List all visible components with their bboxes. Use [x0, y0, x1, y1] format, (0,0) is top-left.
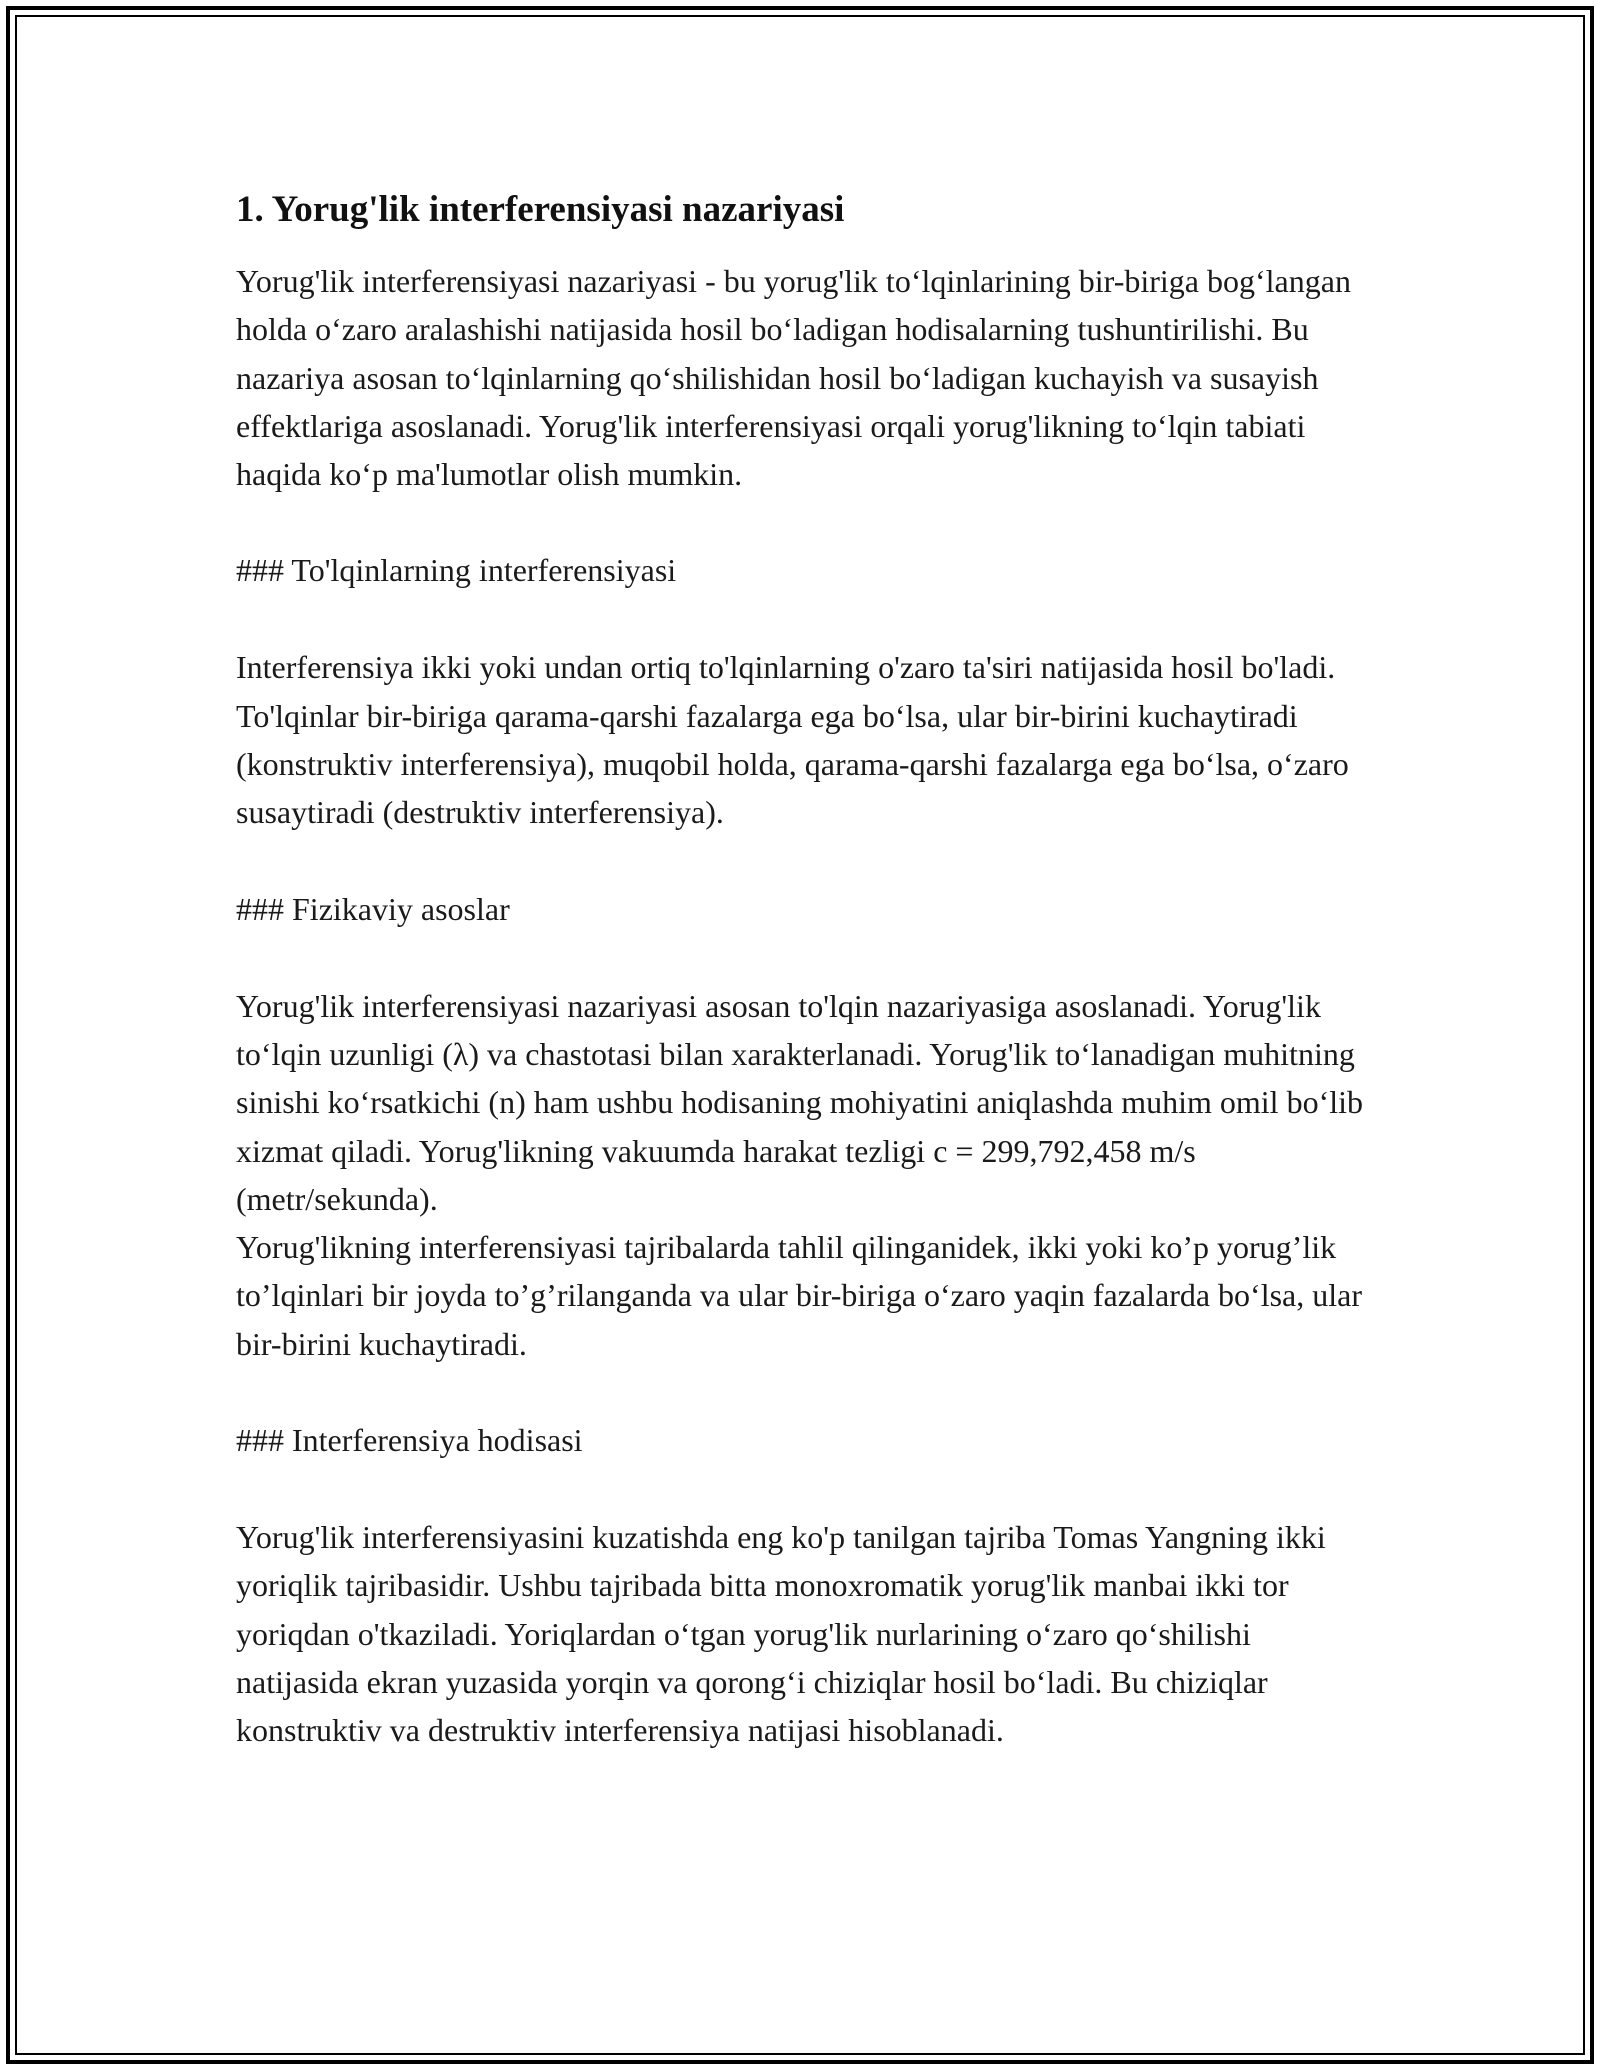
section-heading-waves: ### To'lqinlarning interferensiyasi: [236, 552, 677, 589]
document-body: [236, 186, 1376, 1755]
section-text-physics-continued: Yorug'likning interferensiyasi tajribalarda tahlil qilinganidek, ikki yoki ko’p yorug’lik to’lqinlari bir joyda to’g’rilanganda va ular bir-biriga o‘zaro yaqin fazalarda bo‘lsa, ular bir-birini kuchaytiradi.: [236, 1229, 1362, 1362]
section-text-physics: Yorug'lik interferensiyasi nazariyasi asosan to'lqin nazariyasiga asoslanadi. Yorug'lik to‘lqin uzunligi (λ) va chastotasi bilan xarakterlanadi. Yorug'lik to‘lanadigan muhitning sinishi ko‘rsatkichi (n) ham ushbu hodisaning mohiyatini aniqlashda muhim omil bo‘lib xizmat qiladi. Yorug'likning vakuumda harakat tezligi c = 299,792,458 m/s (metr/sekunda).: [236, 987, 1363, 1217]
section-heading-physics: ### Fizikaviy asoslar: [236, 890, 510, 927]
section-heading-phenomenon: ### Interferensiya hodisasi: [236, 1422, 583, 1459]
intro-paragraph: Yorug'lik interferensiyasi nazariyasi - bu yorug'lik to‘lqinlarining bir-biriga bog‘langan holda o‘zaro aralashishi natijasida hosil bo‘ladigan hodisalarning tushuntirilishi. Bu nazariya asosan to‘lqinlarning qo‘shilishidan hosil bo‘ladigan kuchayish va susayish effektlariga asoslanadi. Yorug'lik interferensiyasi orqali yorug'likning to‘lqin tabiati haqida ko‘p ma'lumotlar olish mumkin.: [236, 263, 1351, 493]
section-text-phenomenon: Yorug'lik interferensiyasini kuzatishda eng ko'p tanilgan tajriba Tomas Yangning ikki yoriqlik tajribasidir. Ushbu tajribada bitta monoxromatik yorug'lik manbai ikki tor yoriqdan o'tkaziladi. Yoriqlardan o‘tgan yorug'lik nurlarining o‘zaro qo‘shilishi natijasida ekran yuzasida yorqin va qorong‘i chiziqlar hosil bo‘ladi. Bu chiziqlar konstruktiv va destruktiv interferensiya natijasi hisoblanadi.: [236, 1519, 1326, 1749]
section-text-waves: Interferensiya ikki yoki undan ortiq to'lqinlarning o'zaro ta'siri natijasida hosil bo'ladi. To'lqinlar bir-biriga qarama-qarshi fazalarga ega bo‘lsa, ular bir-birini kuchaytiradi (konstruktiv interferensiya), muqobil holda, qarama-qarshi fazalarga ega bo‘lsa, o‘zaro susaytiradi (destruktiv interferensiya).: [236, 649, 1349, 831]
section-body-physics: [236, 982, 1376, 1368]
document-title: 1. Yorug'lik interferensiyasi nazariyasi: [236, 189, 845, 230]
